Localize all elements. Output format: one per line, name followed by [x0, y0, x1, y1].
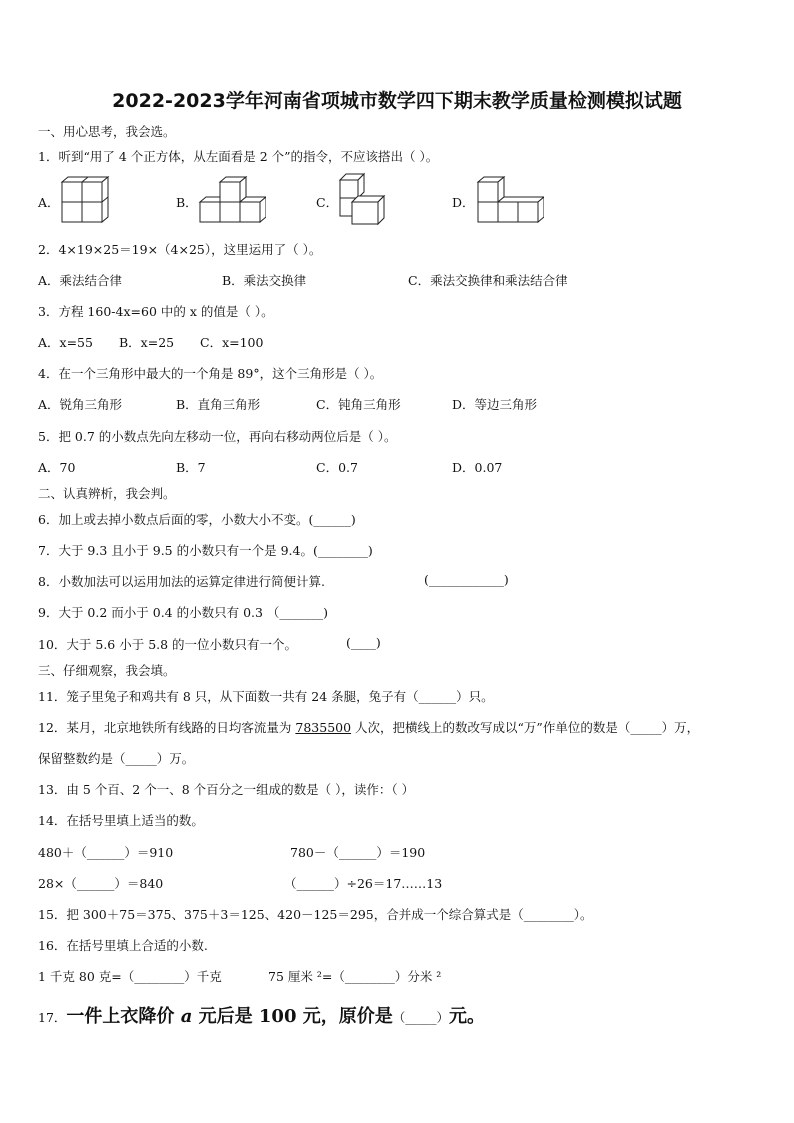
- question-5: 5．把 0.7 的小数点先向左移动一位，再向右移动两位后是（ ）。: [38, 429, 397, 444]
- q1-option-d-label: D．: [452, 195, 475, 210]
- question-16: 16．在括号里填上合适的小数.: [38, 938, 208, 953]
- question-8: 8．小数加法可以运用加法的运算定律进行简便计算.: [38, 574, 325, 589]
- q16-conv-1: 1 千克 80 克=（________）千克: [38, 969, 222, 984]
- question-12-continued: 保留整数约是（_____）万。: [38, 751, 195, 766]
- section-heading-1: 一、用心思考，我会选。: [38, 124, 176, 139]
- question-1: 1．听到“用了 4 个正方体，从左面看是 2 个”的指令，不应该搭出（ ）。: [38, 149, 439, 164]
- page-title: 2022-2023学年河南省项城市数学四下期末教学质量检测模拟试题: [112, 90, 682, 112]
- q4-option-d: D．等边三角形: [452, 397, 538, 412]
- q17-text-b: 元后是 100 元，原价是: [192, 1006, 393, 1027]
- q17-variable: a: [180, 1006, 193, 1027]
- q14-eq-4: （______）÷26＝17……13: [284, 876, 443, 891]
- q16-conv-2: 75 厘米 ²=（________）分米 ²: [268, 969, 442, 984]
- q2-option-a: A．乘法结合律: [38, 273, 123, 288]
- q4-option-a: A．锐角三角形: [38, 397, 123, 412]
- question-13: 13．由 5 个百、2 个一、8 个百分之一组成的数是（ ），读作：（ ）: [38, 782, 415, 797]
- q2-option-c: C．乘法交换律和乘法结合律: [408, 273, 568, 288]
- q17-text-c: 元。: [449, 1006, 485, 1027]
- q2-option-b: B．乘法交换律: [222, 273, 307, 288]
- q14-eq-1: 480＋（______）＝910: [38, 845, 174, 860]
- question-6: 6．加上或去掉小数点后面的零，小数大小不变。(______): [38, 512, 356, 527]
- q8-answer-blank[interactable]: (____________): [424, 572, 509, 587]
- question-9: 9．大于 0.2 而小于 0.4 的小数只有 0.3 （_______): [38, 605, 329, 620]
- q14-eq-3: 28×（______）＝840: [38, 876, 164, 891]
- q17-number: 17．: [38, 1010, 67, 1025]
- section-heading-3: 三、仔细观察，我会填。: [38, 663, 176, 678]
- q1-option-c-label: C．: [316, 195, 339, 210]
- q5-option-c: C．0.7: [316, 460, 358, 475]
- q1-option-b-figure: [198, 176, 266, 224]
- q4-option-c: C．钝角三角形: [316, 397, 401, 412]
- q1-option-b-label: B．: [176, 195, 198, 210]
- q10-answer-blank[interactable]: (____): [346, 635, 381, 650]
- q12-text-a: 12．某月，北京地铁所有线路的日均客流量为: [38, 720, 296, 735]
- question-4: 4．在一个三角形中最大的一个角是 89°，这个三角形是（ ）。: [38, 366, 383, 381]
- question-12: [38, 718, 699, 736]
- question-14: 14．在括号里填上适当的数。: [38, 813, 204, 828]
- q17-text-a: 一件上衣降价: [66, 1006, 181, 1027]
- question-17: [38, 1002, 485, 1028]
- q3-option-c: C．x=100: [200, 335, 264, 350]
- q14-eq-2: 780－（______）＝190: [290, 845, 426, 860]
- q12-text-b: 人次，把横线上的数改写成以“万”作单位的数是（_____）万，: [351, 720, 700, 735]
- q1-option-a-label: A．: [38, 195, 60, 210]
- q3-option-b: B．x=25: [119, 335, 175, 350]
- q17-answer-blank[interactable]: （_____）: [392, 1010, 449, 1025]
- q3-option-a: A．x=55: [38, 335, 93, 350]
- q12-underlined-number: 7835500: [295, 720, 352, 735]
- q5-option-d: D．0.07: [452, 460, 503, 475]
- question-3: 3．方程 160-4x=60 中的 x 的值是（ ）。: [38, 304, 274, 319]
- q5-option-b: B．7: [176, 460, 206, 475]
- section-heading-2: 二、认真辨析，我会判。: [38, 486, 176, 501]
- question-11: 11．笼子里兔子和鸡共有 8 只，从下面数一共有 24 条腿，兔子有（______）只。: [38, 689, 494, 704]
- question-7: 7．大于 9.3 且小于 9.5 的小数只有一个是 9.4。(________): [38, 543, 373, 558]
- q1-option-d-figure: [476, 176, 544, 224]
- question-2: 2．4×19×25＝19×（4×25），这里运用了（ ）。: [38, 242, 322, 257]
- q1-option-c-figure: [338, 172, 388, 226]
- question-15: 15．把 300＋75＝375、375＋3＝125、420－125＝295，合并成一个综合算式是（________）。: [38, 907, 593, 922]
- q4-option-b: B．直角三角形: [176, 397, 261, 412]
- question-10: 10．大于 5.6 小于 5.8 的一位小数只有一个。: [38, 637, 298, 652]
- q1-option-a-figure: [60, 176, 110, 224]
- q5-option-a: A．70: [38, 460, 76, 475]
